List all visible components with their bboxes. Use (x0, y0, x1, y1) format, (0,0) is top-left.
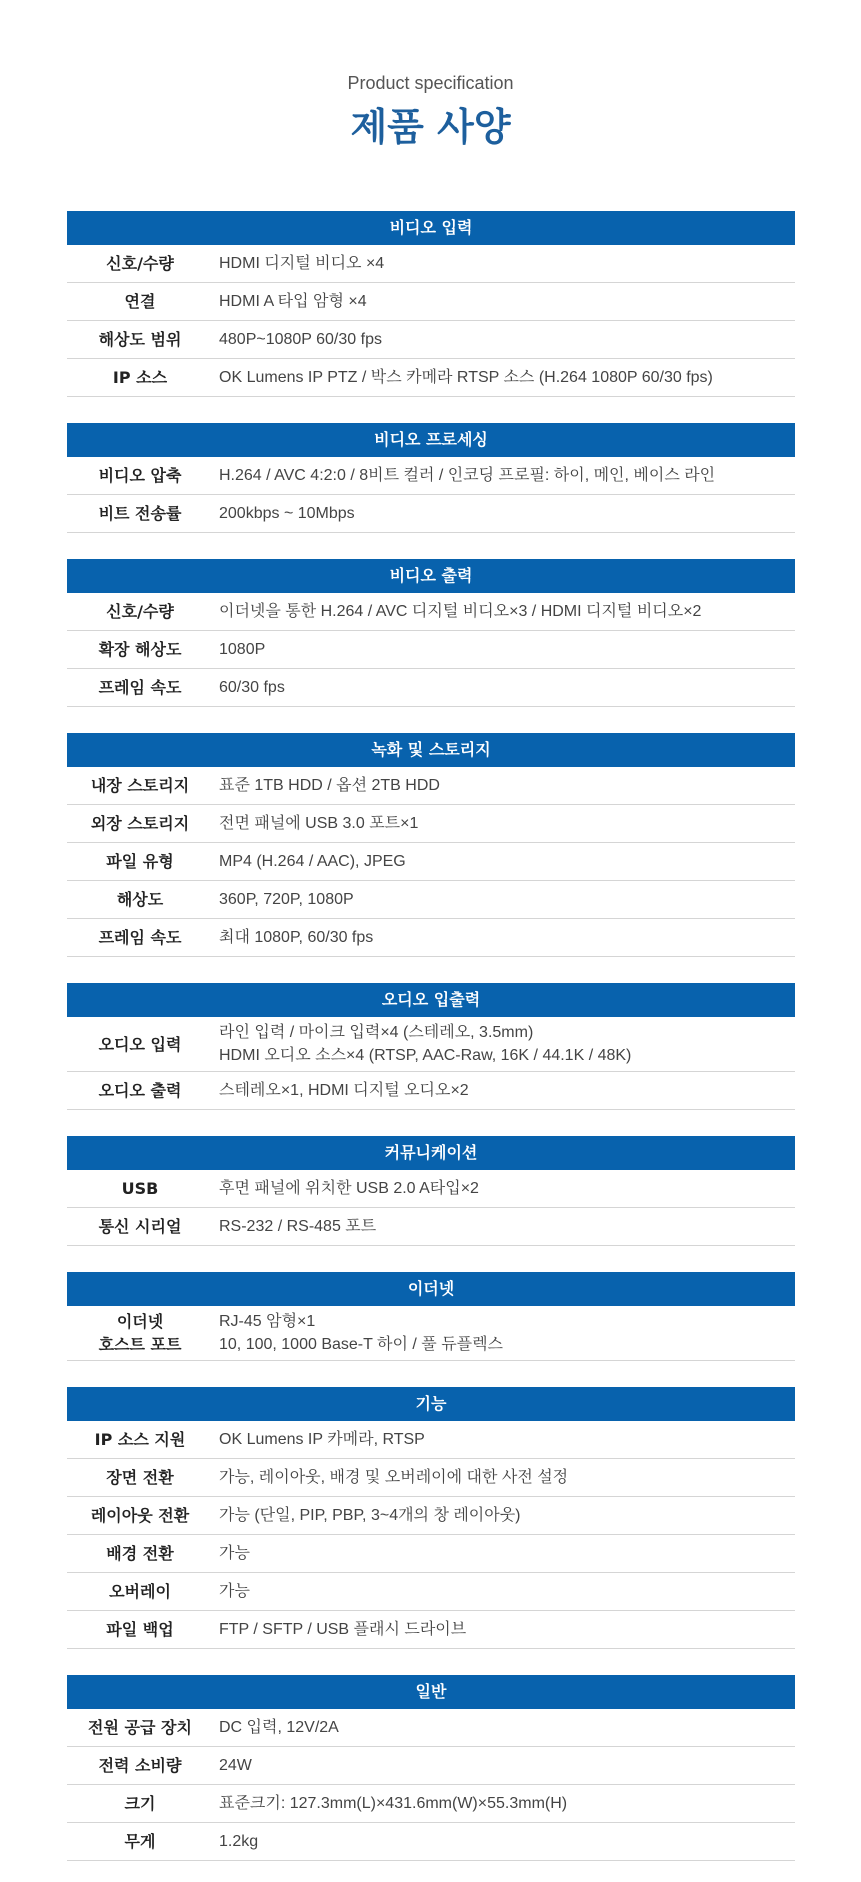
spec-label: 크기 (124, 1794, 156, 1813)
spec-label: 통신 시리얼 (98, 1217, 182, 1236)
spec-value: 표준 1TB HDD / 옵션 2TB HDD (219, 777, 440, 794)
spec-value: 최대 1080P, 60/30 fps (219, 929, 374, 946)
spec-section (67, 211, 795, 397)
spec-section (67, 423, 795, 533)
spec-section (67, 1136, 795, 1246)
spec-label: 비트 전송률 (98, 504, 182, 523)
spec-row (67, 1170, 795, 1208)
spec-value: 360P, 720P, 1080P (219, 891, 354, 908)
spec-value: 24W (219, 1757, 252, 1774)
spec-label: 프레임 속도 (98, 928, 182, 947)
spec-row (67, 1709, 795, 1747)
section-header: 기능 (67, 1387, 795, 1421)
spec-label: 해상도 (116, 890, 164, 909)
section-header: 비디오 출력 (67, 559, 795, 593)
spec-value: 후면 패널에 위치한 USB 2.0 A타입×2 (219, 1180, 479, 1197)
spec-value: FTP / SFTP / USB 플래시 드라이브 (219, 1621, 467, 1638)
spec-label: USB (121, 1179, 159, 1198)
spec-row (67, 1535, 795, 1573)
spec-row (67, 495, 795, 533)
spec-value: 스테레오×1, HDMI 디지털 오디오×2 (219, 1082, 469, 1099)
spec-label: 전원 공급 장치 (88, 1718, 192, 1737)
spec-value: OK Lumens IP PTZ / 박스 카메라 RTSP 소스 (H.264 1080P 60/30 fps) (219, 369, 713, 386)
section-header: 일반 (67, 1675, 795, 1709)
spec-value: 1080P (219, 641, 266, 658)
section-header: 비디오 프로세싱 (67, 423, 795, 457)
spec-section (67, 983, 795, 1110)
spec-row (67, 631, 795, 669)
spec-value: H.264 / AVC 4:2:0 / 8비트 컬러 / 인코딩 프로필: 하이, 메인, 베이스 라인 (219, 467, 716, 484)
spec-label: 프레임 속도 (98, 678, 182, 697)
spec-row (67, 669, 795, 707)
spec-row (67, 457, 795, 495)
spec-label: IP 소스 지원 (94, 1430, 186, 1449)
section-header: 비디오 입력 (67, 211, 795, 245)
spec-label: 확장 해상도 (98, 640, 182, 659)
spec-value: HDMI A 타입 암형 ×4 (219, 293, 367, 310)
spec-label: 레이아웃 전환 (90, 1506, 190, 1525)
spec-value: 가능 (단일, PIP, PBP, 3~4개의 창 레이아웃) (219, 1507, 521, 1524)
section-header: 녹화 및 스토리지 (67, 733, 795, 767)
spec-section (67, 1675, 795, 1861)
spec-row (67, 1072, 795, 1110)
section-header: 이더넷 (67, 1272, 795, 1306)
spec-row (67, 1785, 795, 1823)
spec-label: 오디오 출력 (98, 1081, 182, 1100)
spec-row (67, 359, 795, 397)
spec-label: 오버레이 (109, 1582, 171, 1601)
spec-label: 외장 스토리지 (90, 814, 190, 833)
spec-label: 오디오 입력 (98, 1034, 182, 1054)
spec-row (67, 805, 795, 843)
spec-row (67, 881, 795, 919)
spec-value: 가능 (219, 1545, 250, 1562)
spec-value: 60/30 fps (219, 679, 285, 696)
spec-label: 해상도 범위 (98, 330, 182, 349)
section-header: 커뮤니케이션 (67, 1136, 795, 1170)
spec-label: 무게 (124, 1832, 156, 1851)
spec-value: RS-232 / RS-485 포트 (219, 1218, 377, 1235)
spec-row (67, 1017, 795, 1072)
spec-label: 비디오 압축 (98, 466, 182, 485)
spec-row (67, 1611, 795, 1649)
spec-label: 내장 스토리지 (90, 776, 190, 795)
spec-row (67, 1573, 795, 1611)
spec-row (67, 1421, 795, 1459)
spec-label: 신호/수량 (106, 254, 174, 273)
spec-section (67, 559, 795, 707)
spec-row (67, 1208, 795, 1246)
spec-value: 200kbps ~ 10Mbps (219, 505, 355, 522)
spec-value: HDMI 디지털 비디오 ×4 (219, 255, 385, 272)
spec-value: 이더넷을 통한 H.264 / AVC 디지털 비디오×3 / HDMI 디지털 비디오×2 (219, 603, 702, 620)
spec-row (67, 245, 795, 283)
spec-label: IP 소스 (112, 368, 168, 387)
spec-label: 신호/수량 (106, 602, 174, 621)
spec-row (67, 1306, 795, 1361)
spec-row (67, 321, 795, 359)
spec-row (67, 919, 795, 957)
spec-section (67, 1387, 795, 1649)
spec-value: DC 입력, 12V/2A (219, 1719, 339, 1736)
spec-row (67, 767, 795, 805)
spec-value: 전면 패널에 USB 3.0 포트×1 (219, 815, 419, 832)
spec-row (67, 1747, 795, 1785)
spec-row (67, 1823, 795, 1861)
spec-value: OK Lumens IP 카메라, RTSP (219, 1431, 425, 1448)
spec-sections (0, 211, 861, 1861)
section-header: 오디오 입출력 (67, 983, 795, 1017)
spec-row (67, 843, 795, 881)
spec-row (67, 593, 795, 631)
spec-label: 파일 유형 (106, 852, 174, 871)
spec-value: 라인 입력 / 마이크 입력×4 (스테레오, 3.5mm) HDMI 오디오 소스×4 (RTSP, AAC-Raw, 16K / 44.1K / 48K) (219, 1024, 632, 1064)
spec-section (67, 1272, 795, 1361)
spec-row (67, 1459, 795, 1497)
spec-section (67, 733, 795, 957)
spec-label: 배경 전환 (106, 1544, 174, 1563)
spec-value: 가능 (219, 1583, 250, 1600)
spec-label: 연결 (124, 292, 156, 311)
spec-value: 표준크기: 127.3mm(L)×431.6mm(W)×55.3mm(H) (219, 1795, 568, 1812)
spec-value: RJ-45 암형×1 10, 100, 1000 Base-T 하이 / 풀 듀플렉스 (219, 1313, 504, 1353)
spec-label: 파일 백업 (106, 1620, 174, 1639)
page-subtitle: Product specification (347, 73, 514, 93)
spec-label: 이더넷 호스트 포트 (98, 1312, 182, 1354)
spec-row (67, 1497, 795, 1535)
spec-label: 전력 소비량 (98, 1756, 182, 1775)
spec-label: 장면 전환 (106, 1468, 174, 1487)
spec-value: 가능, 레이아웃, 배경 및 오버레이에 대한 사전 설정 (219, 1469, 569, 1486)
spec-value: 1.2kg (219, 1833, 259, 1850)
spec-value: 480P~1080P 60/30 fps (219, 331, 382, 348)
page-title: 제품 사양 (350, 105, 511, 149)
spec-row (67, 283, 795, 321)
spec-value: MP4 (H.264 / AAC), JPEG (219, 853, 406, 870)
